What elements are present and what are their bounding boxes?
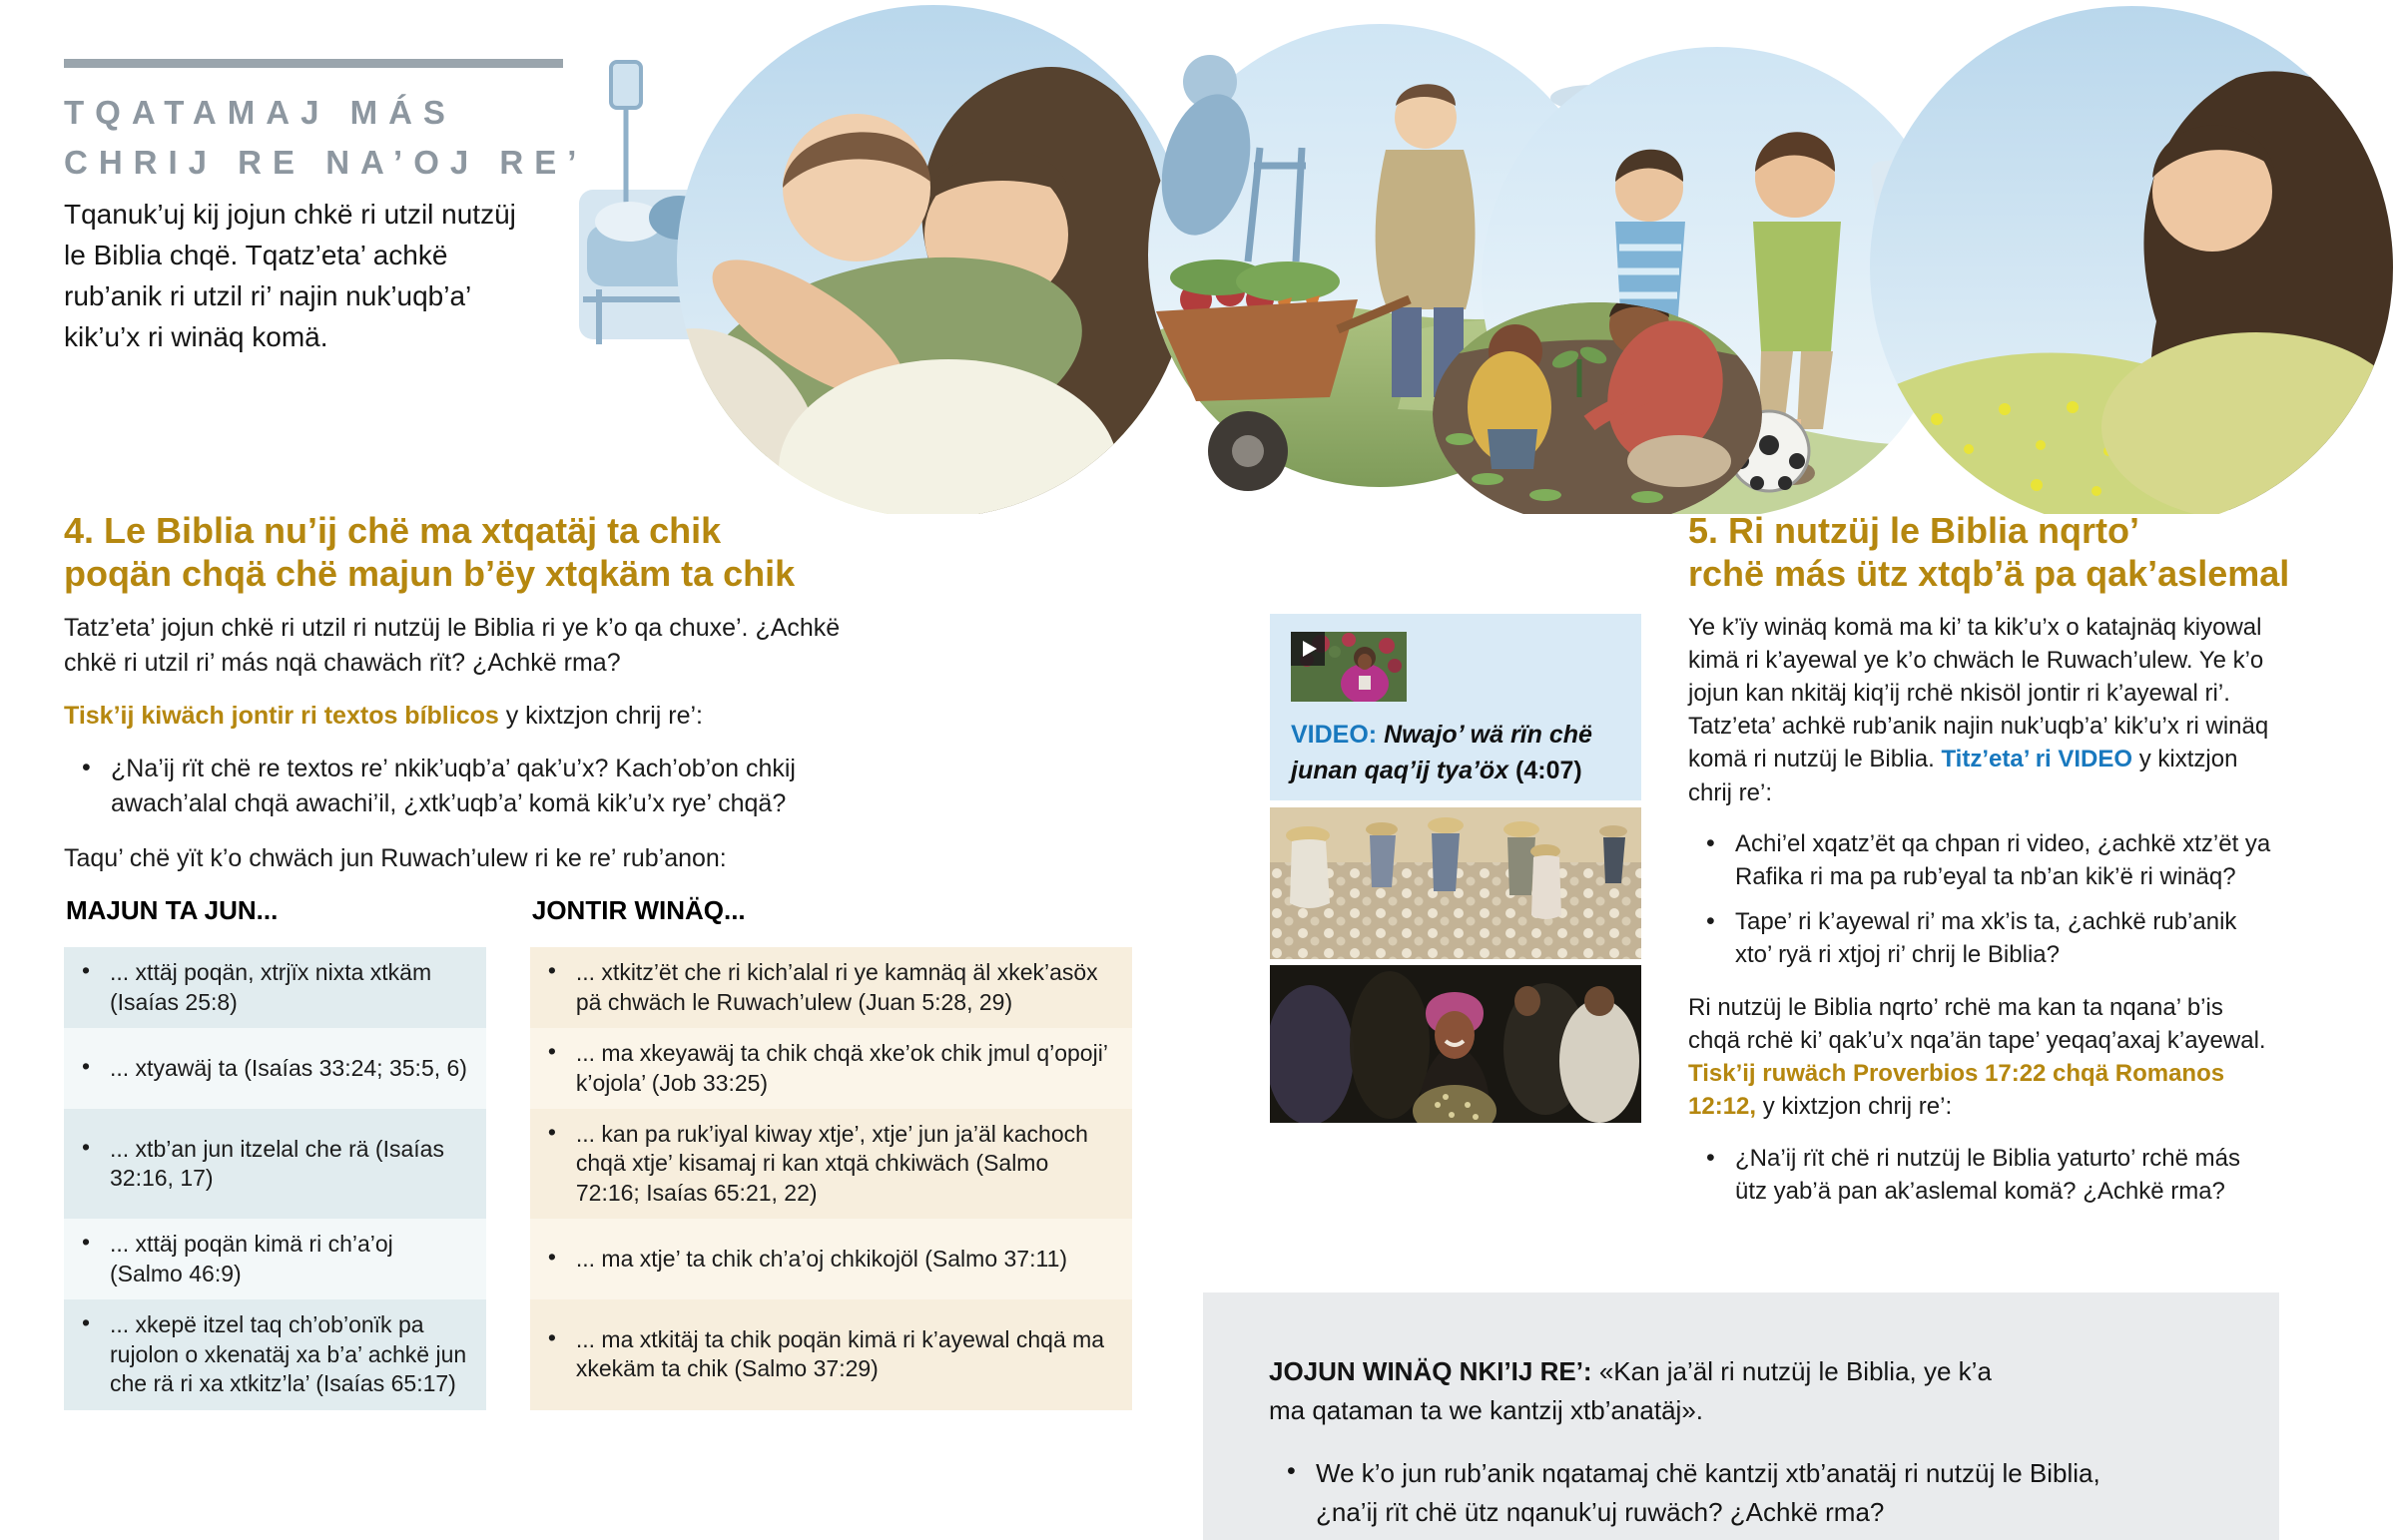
- video-duration: (4:07): [1515, 756, 1582, 784]
- masthead-title-line1: TQATAMAJ MÁS: [64, 94, 456, 131]
- section4-body: [64, 611, 1132, 1410]
- list-item: • We k’o jun rub’anik nqatamaj chë kantzij xtb’anatäj ri nutzüj le Biblia, ¿na’ij rït chë ütz nqanuk’uj ruwäch? ¿Achkë rma?: [1269, 1454, 2144, 1532]
- list-item: • Achi’el xqatz’ët qa chpan ri video, ¿achkë xtz’ët ya Rafika ri ma pa rub’eyal ta nb’an kik’ë ri winäq?: [1688, 827, 2275, 893]
- section5-paragraph2: Ri nutzüj le Biblia nqrto’ rchë ma kan ta nqana’ b’is chqä rchë ki’ qak’u’x nqa’än tape’ yeqaq’axaj k’ayewal. Tisk’ij ruwäch Proverbios 17:22 chqä Romanos 12:12, y kixtzjon chrij re’:: [1688, 994, 2266, 1121]
- quote-bullet-list: [1269, 1454, 2219, 1532]
- table-row: [64, 947, 1132, 1028]
- section4-heading-line2: poqän chqä chë majun b’ëy xtqkäm ta chik: [64, 553, 796, 595]
- table-header-row: [64, 894, 1132, 947]
- list-item: • ¿Na’ij rït chë ri nutzüj le Biblia yaturto’ rchë más ütz yab’ä pan ak’aslemal komä? ¿Achkë rma?: [1688, 1142, 2275, 1208]
- video-title: Nwajo’ wä rïn chë junan qaq’ij tya’öx: [1291, 721, 1592, 784]
- bullet-icon: •: [82, 957, 91, 984]
- table-cell: • ... xkepë itzel taq ch’ob’onïk pa rujolon o xkenatäj xa b’a’ achkë jun che rä ri xa xtkitz’la’ (Isaías 65:17): [82, 1309, 467, 1397]
- section4-link-line: [64, 699, 1132, 734]
- bullet-icon: •: [82, 1229, 91, 1256]
- section5-heading-line2: rchë más ütz xtqb’ä pa qak’aslemal: [1688, 553, 2290, 595]
- table-cell: • ... ma xtkitäj ta chik poqän kimä ri k’ayewal chqä ma xkekäm ta chik (Salmo 37:29): [547, 1323, 1105, 1382]
- table-row: [64, 1299, 1132, 1409]
- section4-heading: [64, 509, 795, 595]
- table-cell: • ... xtyawäj ta (Isaías 33:24; 35:5, 6): [82, 1052, 467, 1081]
- bullet-icon: •: [82, 1052, 91, 1079]
- watch-video-link[interactable]: Titz’eta’ ri VIDEO: [1941, 746, 2133, 773]
- table-cell: • ... xtkitz’ët che ri kich’alal ri ye kamnäq äl xkek’asöx pä chwäch le Ruwach’ulew (Juan 5:28, 29): [547, 957, 1098, 1015]
- section5-bullet-list-2: [1688, 1142, 2275, 1208]
- video-label: VIDEO:: [1291, 721, 1378, 749]
- bullet-icon: •: [82, 1133, 91, 1160]
- bullet-icon: •: [1706, 1143, 1715, 1172]
- play-icon: [1291, 632, 1325, 666]
- bullet-icon: •: [1706, 828, 1715, 857]
- quote-box: [1203, 1292, 2279, 1540]
- section5-heading-line1: 5. Ri nutzüj le Biblia nqrto’: [1688, 510, 2140, 551]
- list-item: • ¿Na’ij rït chë re textos re’ nkik’uqb’a’ qak’u’x? Kach’ob’on chkij awach’alal chqä awachi’il, ¿xtk’uqb’a’ komä kik’u’x rye’ chqä?: [64, 752, 909, 821]
- woman-in-flower-field-vignette: [1870, 6, 2396, 514]
- table-header-right: JONTIR WINÄQ...: [531, 895, 746, 925]
- quote-label: JOJUN WINÄQ NKI’IJ RE’:: [1269, 1356, 1592, 1386]
- bullet-icon: •: [1287, 1457, 1296, 1485]
- section4-heading-line1: 4. Le Biblia nu’ij chë ma xtqatäj ta chik: [64, 510, 722, 551]
- section5-paragraph1: Ye k’ïy winäq komä ma ki’ ta kik’u’x o katajnäq kiyowal kimä ri k’ayewal ye k’o chwäch le Ruwach’ulew. Ye k’o jojun kan nkitäj kiq’ij rchë nkisöl jontir ri k’ayewal ri’. Tatz’eta’ achkë rub’anik najin nuk’uqb’a’ kik’u’x ri winäq komä ri nutzüj le Biblia. Titz’eta’ ri VIDEO y kixtzjon chrij re’:: [1688, 614, 2269, 806]
- bullet-icon: •: [547, 1244, 556, 1271]
- masthead-title-line2: CHRIJ RE NA’OJ RE’: [64, 143, 588, 181]
- table-row: [64, 1109, 1132, 1219]
- section5-heading: [1688, 509, 2289, 595]
- bullet-icon: •: [547, 1038, 556, 1065]
- section4-paragraph2: Taqu’ chë yït k’o chwäch jun Ruwach’ulew ri ke re’ rub’anon:: [64, 844, 727, 872]
- section4-link-tail: y kixtzjon chrij re’:: [498, 702, 703, 730]
- bullet-icon: •: [547, 957, 556, 984]
- read-scriptures-link[interactable]: Tisk’ij ruwäch Proverbios 17:22 chqä Romanos 12:12,: [1688, 1060, 2225, 1121]
- masthead-rule: [64, 59, 563, 68]
- section5-bullet-list: [1688, 827, 2275, 971]
- quote-lead: [1269, 1352, 2008, 1430]
- photo-smiling-woman-crowd: [1270, 965, 1641, 1123]
- masthead-title: [64, 88, 587, 187]
- table-cell: • ... ma xtje’ ta chik ch’a’oj chkikojöl (Salmo 37:11): [547, 1244, 1068, 1273]
- bullet-icon: •: [82, 1309, 91, 1336]
- table-cell: • ... xttäj poqän, xtrjïx nixta xtkäm (Isaías 25:8): [82, 957, 432, 1015]
- table-cell: • ... ma xkeyawäj ta chik chqä xke’ok chik jmul q’opoji’ k’ojola’ (Job 33:25): [547, 1038, 1108, 1096]
- table-cell: • ... xttäj poqän kimä ri ch’a’oj (Salmo 46:9): [82, 1229, 393, 1286]
- table-row: [64, 1219, 1132, 1299]
- bullet-icon: •: [547, 1323, 556, 1350]
- table-cell: • ... kan pa ruk’iyal kiway xtje’, xtje’ jun ja’äl kachoch chqä xtje’ kisamaj ri kan xtqä chkiwäch (Salmo 72:16; Isaías 65:21, 22): [547, 1119, 1088, 1206]
- video-panel: [1270, 614, 1641, 800]
- mother-hugging-child-vignette: [599, 5, 1198, 514]
- masthead-intro: Tqanuk’uj kij jojun chkë ri utzil nutzüj le Biblia chqë. Tqatz’eta’ achkë rub’anik ri utzil ri’ najin nuk’uqb’a’ kik’u’x ri winäq komä.: [64, 199, 516, 353]
- section5-body: [1688, 611, 2275, 1228]
- comparison-table: [64, 894, 1132, 1410]
- list-item: • Tape’ ri k’ayewal ri’ ma xk’is ta, ¿achkë rub’anik xto’ ryä ri xtjoj ri’ chrij le Biblia?: [1688, 905, 2275, 971]
- video-thumbnail[interactable]: [1291, 632, 1407, 702]
- section4-paragraph1: Tatz’eta’ jojun chkë ri utzil ri nutzüj le Biblia ri ye k’o qa chuxe’. ¿Achkë chkë ri utzil ri’ más nqä chawäch rït? ¿Achkë rma?: [64, 614, 841, 677]
- photo-cotton-field: [1270, 807, 1641, 959]
- read-texts-link[interactable]: Tisk’ij kiwäch jontir ri textos bíblicos: [64, 702, 499, 730]
- top-illustration: [559, 0, 2396, 514]
- table-cell: • ... xtb’an jun itzelal che rä (Isaías 32:16, 17): [82, 1133, 444, 1192]
- table-row: [64, 1028, 1132, 1109]
- bullet-icon: •: [547, 1119, 556, 1146]
- video-caption: [1291, 718, 1620, 788]
- table-header-left: MAJUN TA JUN...: [66, 895, 279, 925]
- section4-bullet-list: [64, 752, 1132, 821]
- quote-text: «Kan ja’äl ri nutzüj le Biblia, ye k’a ma qataman ta we kantzij xtb’anatäj».: [1269, 1356, 1992, 1425]
- bullet-icon: •: [82, 754, 91, 781]
- bullet-icon: •: [1706, 906, 1715, 935]
